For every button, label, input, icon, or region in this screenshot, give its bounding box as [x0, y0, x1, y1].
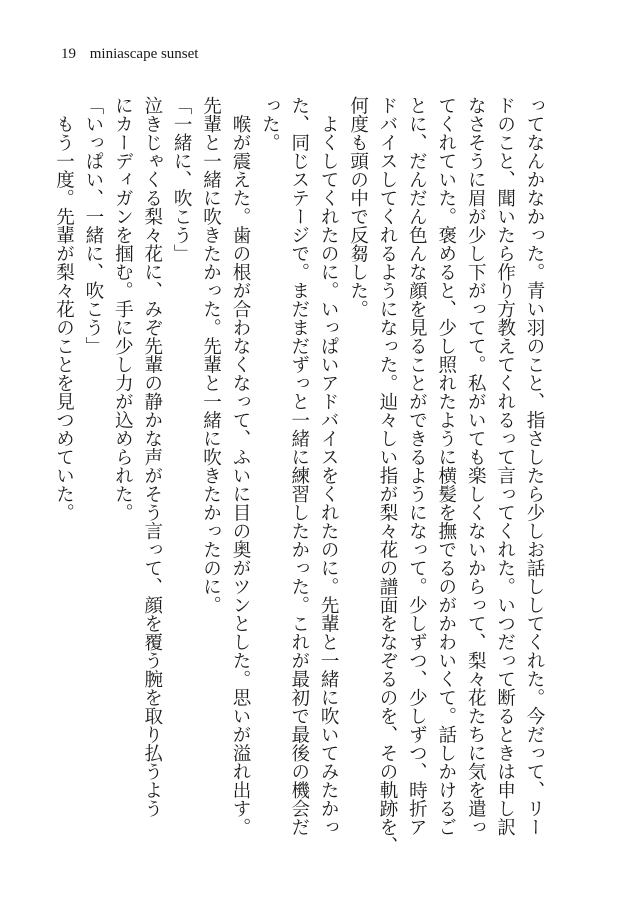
text-line: にカーディガンを掴む。手に少し力が込められた。	[112, 96, 134, 522]
text-line: とに、だんだん色んな顔を見ることができるようになって。少しずつ、少しずつ、時折ア	[406, 96, 428, 836]
text-line: 先輩と一緒に吹きたかった。先輩と一緒に吹きたかったのに。	[200, 96, 222, 614]
text-line: もう一度。先輩が梨々花のことを見つめていた。	[53, 96, 75, 522]
text-line: 何度も頭の中で反芻した。	[347, 96, 369, 318]
page-number: 19	[61, 46, 76, 62]
text-line: ってなんかなかった。青い羽のこと、指さしたら少しお話ししてくれた。今だって、リー	[524, 96, 545, 836]
text-line: てくれていた。褒めると、少し照れたように横髪を撫でるのがかわいくて。話しかけるご	[435, 96, 457, 836]
text-line: ドのこと、聞いたら作り方教えてくれるって言ってくれた。いつだって断るときは申し訳	[494, 96, 516, 836]
text-line: 喉が震えた。歯の根が合わなくなって、ふいに目の奥がツンとした。思いが溢れ出す。	[229, 96, 251, 836]
text-line: なさそうに眉が少し下がってて。私がいても楽しくないからって、梨々花たちに気を遣っ	[465, 96, 487, 836]
text-line: 「一緒に、吹こう」	[171, 96, 193, 263]
text-line: った。	[259, 96, 281, 152]
text-line: た、同じステージで。まだまだずっと一緒に練習したかった。これが最初で最後の機会だ	[288, 96, 310, 836]
book-title: miniascape sunset	[89, 46, 199, 62]
page-header	[61, 46, 198, 63]
text-line: 泣きじゃくる梨々花に、みぞ先輩の静かな声がそう言って、顔を覆う腕を取り払うよう	[141, 96, 163, 818]
text-line: よくしてくれたのに。いっぱいアドバイスをくれたのに。先輩と一緒に吹いてみたかっ	[318, 96, 340, 836]
text-line: 「いっぱい、一緒に、吹こう」	[82, 96, 104, 355]
text-line: ドバイスしてくれるようになった。辿々しい指が梨々花の譜面をなぞるのを、その軌跡を、	[376, 96, 398, 855]
vertical-text-body	[53, 96, 549, 855]
